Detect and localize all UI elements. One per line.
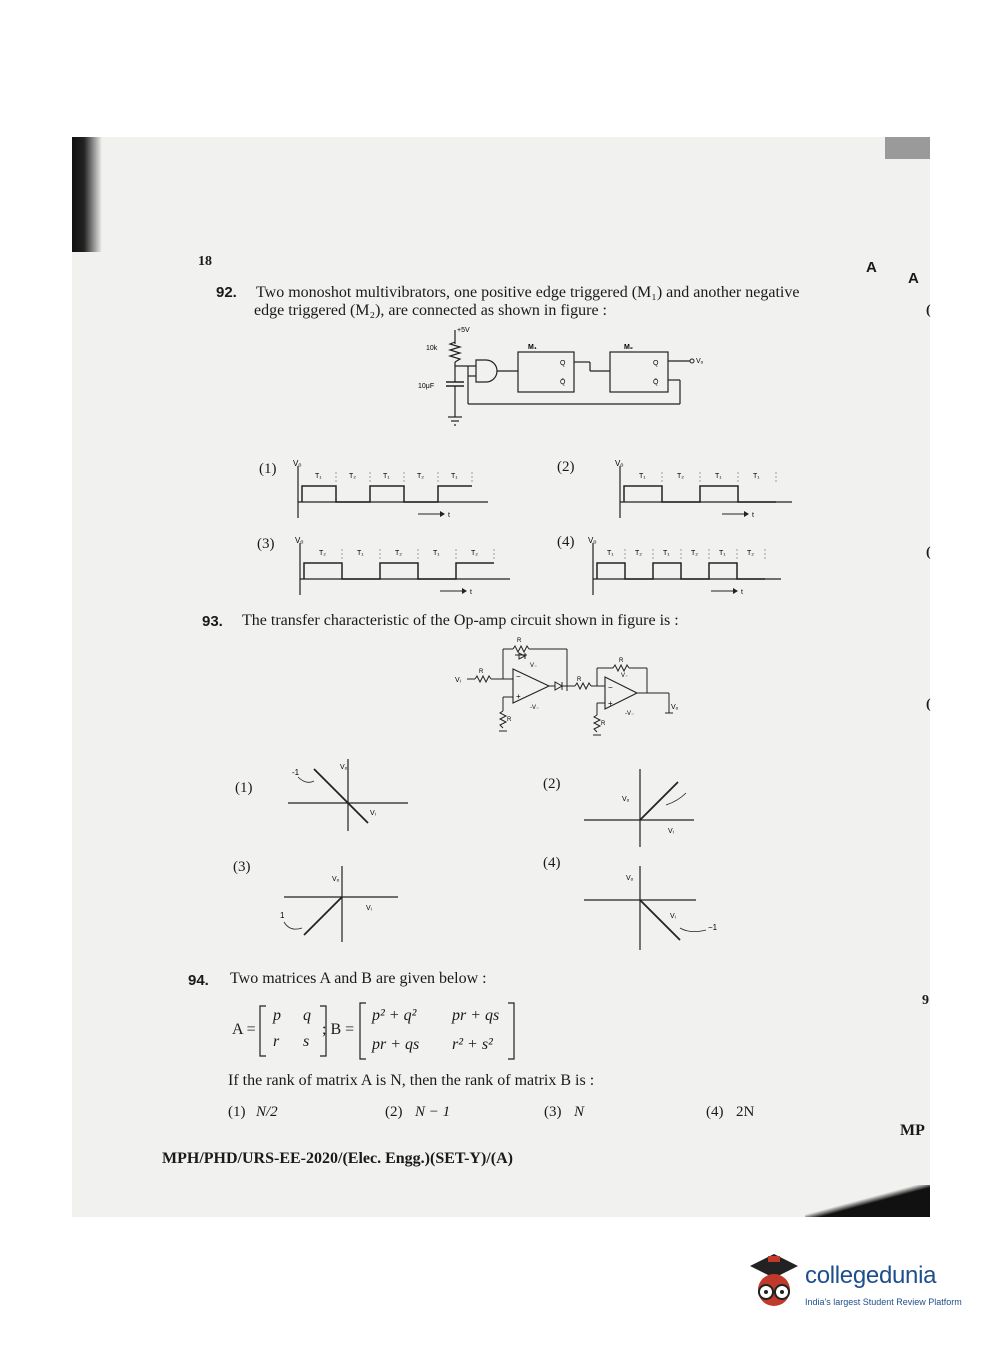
slope-label: -1 [292,768,300,777]
transfer-line [304,897,342,935]
edge-glyph: ( [926,545,931,560]
period-label: T₁ [383,473,390,480]
m2-block [610,352,668,392]
svg-text:Vₒ: Vₒ [332,876,340,883]
matrix-a [258,1004,328,1058]
q93-opamp-circuit [455,633,695,743]
q92-option-2-waveform [600,456,835,522]
svg-text:Vᵢ: Vᵢ [366,905,372,912]
vout-label: Vₒ [671,704,679,711]
period-label: T₁ [753,473,760,480]
matrix-a-cell: p [273,1007,281,1024]
transfer-line [314,769,368,823]
q94-text: Two matrices A and B are given below : [230,970,487,987]
q93-option-4-graph [580,862,730,952]
m2-label: M₂ [624,344,633,351]
period-label: T₁ [639,473,646,480]
set-label: A [866,259,877,276]
period-label: T₂ [417,473,424,480]
q93-option-4-label: (4) [543,855,561,871]
period-label: T₂ [395,550,402,557]
q94-option-2-value: N − 1 [415,1104,451,1120]
q94-option-1-label: (1) [228,1104,246,1120]
voltage-axis-label: Vₒ [588,536,597,545]
matrix-b-cell: p² + q² [372,1007,417,1024]
svg-text:+: + [608,699,613,708]
voltage-axis-label: Vₒ [293,459,302,468]
output-label: Vₒ [696,358,704,365]
opamp2-neg-supply: -V₋ [625,711,635,717]
edge-glyph: ( [926,303,931,318]
q94-option-3-value: N [574,1104,585,1120]
matrix-a-cell: s [303,1033,310,1050]
q94-option-2-label: (2) [385,1104,403,1120]
q93-option-1-label: (1) [235,780,253,796]
matrix-b-cell: pr + qs [372,1036,420,1053]
svg-text:R: R [577,677,582,683]
m2-qbar: Q̄ [653,379,659,386]
resistor-symbol [450,342,460,362]
brand-logo-icon [744,1252,804,1314]
matrix-b-cell: r² + s² [452,1036,493,1053]
pulse-waveform [624,486,776,502]
time-axis-label: t [741,589,743,596]
vin-label: Vᵢ [455,677,461,684]
q93-option-2-graph [582,765,702,850]
q93-option-2-label: (2) [543,776,561,792]
opamp1-supply: V₋ [530,663,538,669]
r-label: R [479,669,484,675]
time-axis-label: t [752,512,754,519]
scan-corner-shadow [805,1185,930,1217]
time-axis-label: t [448,512,450,519]
resistor-label: 10k [426,345,438,352]
q92-option-3-label: (3) [257,536,275,552]
matrix-a-cell: r [273,1033,280,1050]
page-number: 18 [198,254,212,269]
q92-option-2-label: (2) [557,459,575,475]
q93-option-3-graph [276,862,406,944]
q92-circuit-diagram [410,322,704,430]
period-label: T₂ [319,550,326,557]
svg-text:R: R [507,717,512,723]
diode-symbol [555,682,562,690]
q92-number: 92. [216,284,237,301]
period-label: T₂ [691,550,698,557]
period-label: T₂ [677,473,684,480]
matrix-b-cell: pr + qs [452,1007,500,1024]
paper-code: MPH/PHD/URS-EE-2020/(Elec. Engg.)(SET-Y)/(A) [162,1150,513,1167]
q92-option-4-label: (4) [557,534,575,550]
q94-number: 94. [188,972,209,989]
svg-text:Vₒ: Vₒ [622,796,630,803]
matrix-a-cell: q [303,1007,311,1024]
q92-option-4-waveform [583,533,798,599]
voltage-axis-label: Vₒ [295,536,304,545]
period-label: T₁ [315,473,322,480]
transfer-line [640,782,678,820]
opamp2-supply: V₋ [621,673,629,679]
q94-question: If the rank of matrix A is N, then the rank of matrix B is : [228,1072,595,1089]
pulse-waveform [597,563,765,579]
m1-qbar: Q̄ [560,379,566,386]
brand-tagline: India's largest Student Review Platform [805,1297,962,1307]
m1-block [518,352,574,392]
matrix-b-label: ; B = [322,1021,355,1038]
q93-text: The transfer characteristic of the Op-amp circuit shown in figure is : [242,612,679,629]
q94-option-4-value: 2N [736,1104,755,1120]
q93-option-3-label: (3) [233,859,251,875]
capacitor-label: 10μF [418,383,435,390]
period-label: T₁ [719,550,726,557]
q92-text-line1: Two monoshot multivibrators, one positive edge triggered (M₁) and another negative [256,284,800,301]
edge-glyph: ( [926,697,931,712]
matrix-a-label: A = [232,1021,256,1038]
period-label: T₂ [747,550,754,557]
period-label: T₁ [451,473,458,480]
opamp1-neg-supply: -V₋ [530,705,540,711]
svg-text:Vᵢ: Vᵢ [668,828,674,835]
period-label: T₁ [607,550,614,557]
svg-text:Vᵢ: Vᵢ [370,810,376,817]
svg-text:−: − [516,672,521,681]
set-label-margin: A [908,270,919,287]
svg-text:R: R [517,638,522,644]
q94-option-4-label: (4) [706,1104,724,1120]
voltage-axis-label: Vₒ [615,459,624,468]
svg-text:R: R [619,658,624,664]
period-label: T₁ [663,550,670,557]
edge-glyph: 9 [922,993,929,1008]
q93-option-1-graph [284,755,414,835]
period-label: T₁ [715,473,722,480]
period-label: T₁ [433,550,440,557]
q94-option-3-label: (3) [544,1104,562,1120]
svg-text:Vᵢ: Vᵢ [670,913,676,920]
period-label: T₂ [635,550,642,557]
slope-label: 1 [280,911,285,920]
pulse-waveform [304,563,494,579]
period-label: T₂ [349,473,356,480]
scan-shadow-left [72,137,102,252]
q92-option-1-label: (1) [259,461,277,477]
q92-option-1-waveform [288,456,523,522]
svg-text:R: R [601,721,606,727]
scan-shadow-right [885,137,930,159]
pulse-waveform [302,486,472,502]
m1-label: M₁ [528,344,537,351]
and-gate-symbol [476,360,497,382]
q94-option-1-value: N/2 [256,1104,278,1120]
period-label: T₁ [357,550,364,557]
slope-label: −1 [708,923,718,932]
supply-label: +5V [457,327,470,334]
brand-name: collegedunia [805,1262,937,1289]
m2-q: Q [653,360,659,367]
period-label: T₂ [471,550,478,557]
margin-code: MP [900,1122,925,1139]
transfer-line [640,900,680,940]
q92-option-3-waveform [290,533,525,599]
q93-number: 93. [202,613,223,630]
time-axis-label: t [470,589,472,596]
svg-text:Vₒ: Vₒ [626,875,634,882]
svg-text:Vₒ: Vₒ [340,764,348,771]
q92-text-line2: edge triggered (M₂), are connected as shown in figure : [254,302,607,319]
svg-text:+: + [516,692,521,701]
svg-text:−: − [608,683,613,692]
m1-q: Q [560,360,566,367]
